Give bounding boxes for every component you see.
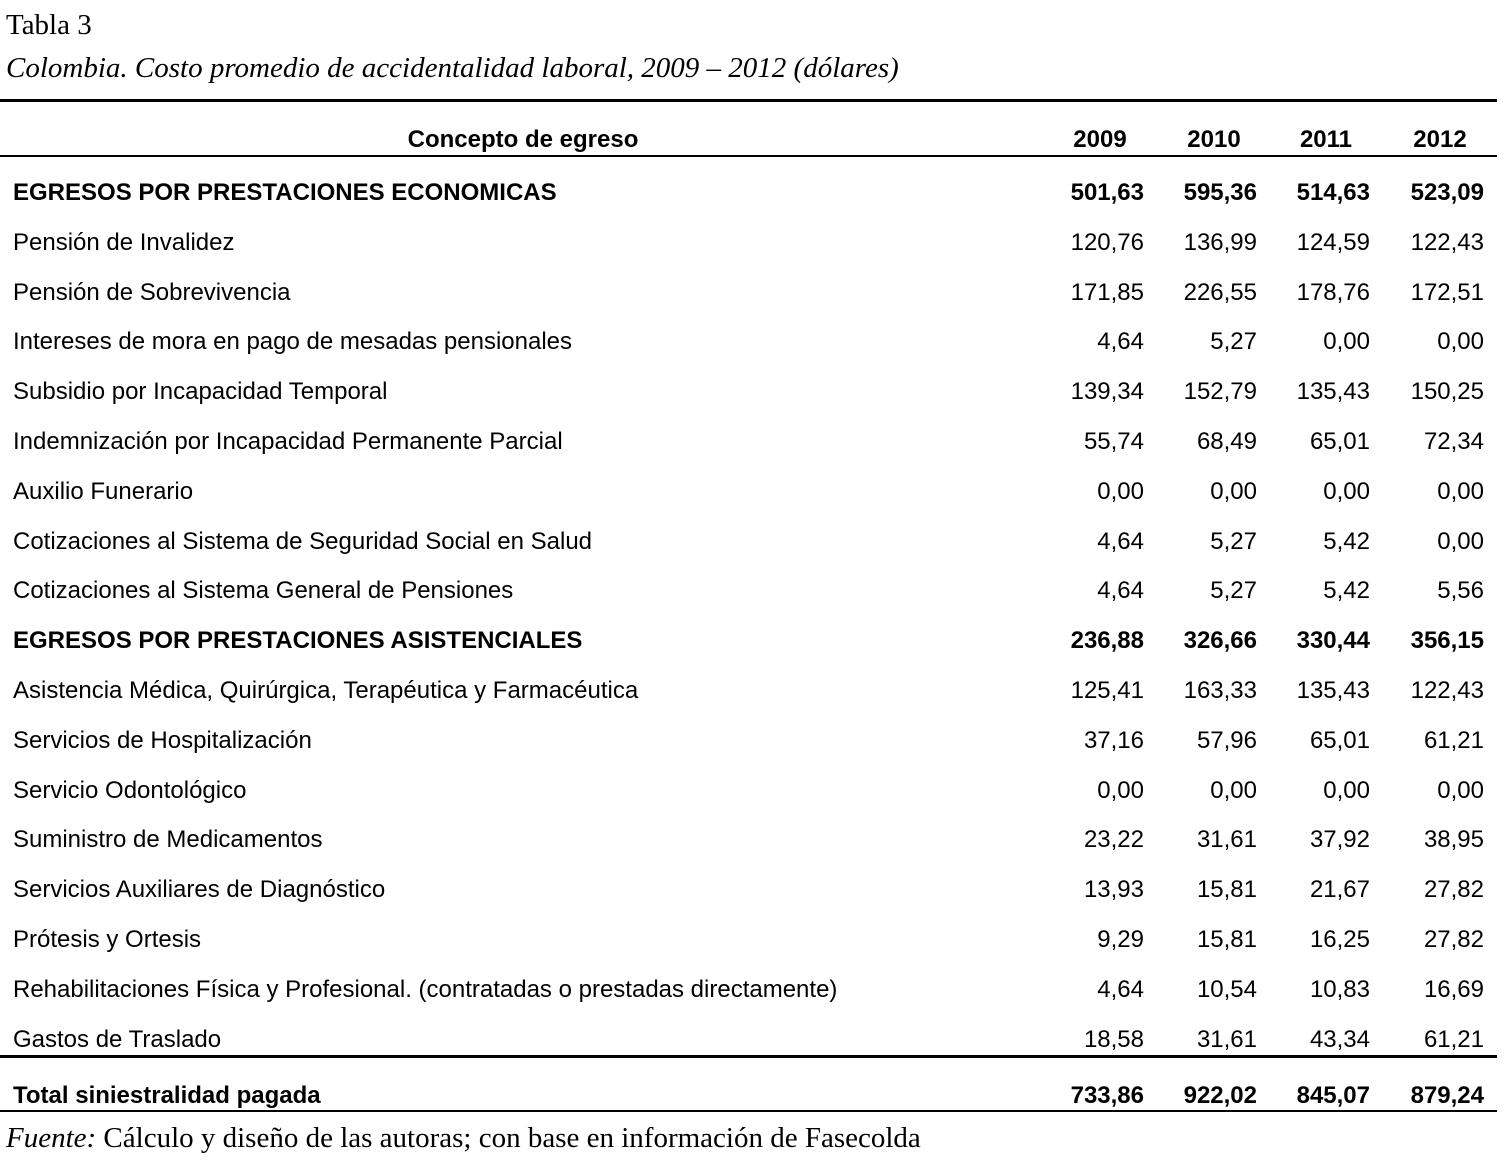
table-header-rule (0, 155, 1497, 157)
source-text: Cálculo y diseño de las autoras; con base en información de Fasecolda (96, 1122, 921, 1154)
row-value-2009: 0,00 (1097, 478, 1144, 505)
row-concept: Rehabilitaciones Física y Profesional. (contratadas o prestadas directamente) (13, 976, 838, 1003)
row-value-2010: 57,96 (1196, 727, 1257, 754)
row-value-2010: 5,27 (1210, 328, 1257, 355)
table-section-row (0, 621, 1497, 661)
table-row (0, 721, 1497, 761)
row-value-2011: 0,00 (1323, 478, 1370, 505)
row-value-2012: 72,34 (1423, 428, 1484, 455)
table-title: Colombia. Costo promedio de accidentalidad laboral, 2009 – 2012 (dólares) (6, 52, 899, 84)
row-value-2009: 4,64 (1097, 528, 1144, 555)
row-value-2011: 5,42 (1323, 577, 1370, 604)
row-value-2009: 4,64 (1097, 577, 1144, 604)
total-value-2012: 879,24 (1410, 1082, 1484, 1109)
table-row (0, 1020, 1497, 1060)
row-value-2010: 68,49 (1196, 428, 1257, 455)
row-concept: Pensión de Sobrevivencia (13, 279, 291, 306)
table-row (0, 273, 1497, 313)
row-concept: Subsidio por Incapacidad Temporal (13, 378, 388, 405)
table-bottom-rule (0, 1110, 1497, 1112)
header-year-2010: 2010 (1187, 126, 1241, 153)
row-value-2012: 0,00 (1437, 777, 1484, 804)
row-concept: Suministro de Medicamentos (13, 826, 323, 853)
row-value-2011: 0,00 (1323, 777, 1370, 804)
row-value-2011: 135,43 (1296, 677, 1370, 704)
table-row (0, 970, 1497, 1010)
row-value-2012: 356,15 (1410, 627, 1484, 654)
row-value-2012: 61,21 (1423, 1026, 1484, 1053)
row-value-2009: 9,29 (1097, 926, 1144, 953)
row-value-2012: 150,25 (1410, 378, 1484, 405)
header-year-2012: 2012 (1413, 126, 1467, 153)
row-value-2011: 21,67 (1309, 876, 1370, 903)
row-value-2012: 122,43 (1410, 677, 1484, 704)
row-value-2012: 38,95 (1423, 826, 1484, 853)
table-source-note (6, 1121, 921, 1155)
row-value-2010: 152,79 (1183, 378, 1257, 405)
row-value-2010: 0,00 (1210, 777, 1257, 804)
row-value-2011: 10,83 (1309, 976, 1370, 1003)
row-value-2011: 124,59 (1296, 229, 1370, 256)
row-value-2011: 16,25 (1309, 926, 1370, 953)
row-value-2010: 31,61 (1196, 1026, 1257, 1053)
row-value-2010: 0,00 (1210, 478, 1257, 505)
table-row (0, 472, 1497, 512)
table-top-rule (0, 99, 1497, 102)
table-row (0, 870, 1497, 910)
row-value-2011: 5,42 (1323, 528, 1370, 555)
row-value-2009: 120,76 (1070, 229, 1144, 256)
table-section-row (0, 173, 1497, 213)
header-year-2011: 2011 (1299, 126, 1353, 153)
row-value-2011: 0,00 (1323, 328, 1370, 355)
row-value-2012: 523,09 (1410, 179, 1484, 206)
table-row (0, 671, 1497, 711)
row-value-2009: 37,16 (1083, 727, 1144, 754)
row-value-2011: 330,44 (1296, 627, 1370, 654)
table-header-row (0, 122, 1497, 158)
header-year-2009: 2009 (1073, 126, 1127, 153)
row-value-2011: 43,34 (1309, 1026, 1370, 1053)
total-value-2009: 733,86 (1070, 1082, 1144, 1109)
row-value-2009: 18,58 (1083, 1026, 1144, 1053)
table-row (0, 422, 1497, 462)
table-row (0, 571, 1497, 611)
row-value-2011: 65,01 (1309, 727, 1370, 754)
row-concept: Servicio Odontológico (13, 777, 247, 804)
table-row (0, 771, 1497, 811)
row-concept: Indemnización por Incapacidad Permanente Parcial (13, 428, 563, 455)
row-value-2012: 0,00 (1437, 328, 1484, 355)
row-value-2012: 5,56 (1437, 577, 1484, 604)
row-concept: Intereses de mora en pago de mesadas pensionales (13, 328, 573, 355)
row-concept: Servicios Auxiliares de Diagnóstico (13, 876, 386, 903)
row-value-2009: 0,00 (1097, 777, 1144, 804)
row-value-2011: 178,76 (1296, 279, 1370, 306)
table-row (0, 522, 1497, 562)
row-value-2010: 226,55 (1183, 279, 1257, 306)
table-row (0, 372, 1497, 412)
row-concept: Pensión de Invalidez (13, 229, 235, 256)
row-value-2010: 5,27 (1210, 528, 1257, 555)
row-value-2009: 4,64 (1097, 976, 1144, 1003)
row-concept: Auxilio Funerario (13, 478, 194, 505)
row-value-2010: 326,66 (1183, 627, 1257, 654)
row-value-2009: 501,63 (1070, 179, 1144, 206)
row-value-2009: 13,93 (1083, 876, 1144, 903)
row-value-2012: 27,82 (1423, 926, 1484, 953)
source-label: Fuente: (6, 1122, 97, 1154)
row-concept: Cotizaciones al Sistema General de Pensiones (13, 577, 514, 604)
row-value-2009: 236,88 (1070, 627, 1144, 654)
row-concept: EGRESOS POR PRESTACIONES ASISTENCIALES (13, 627, 583, 654)
table-row (0, 820, 1497, 860)
total-value-2011: 845,07 (1296, 1082, 1370, 1109)
header-concept: Concepto de egreso (407, 126, 639, 153)
table-total-rule (0, 1055, 1497, 1058)
row-value-2011: 65,01 (1309, 428, 1370, 455)
row-value-2010: 10,54 (1196, 976, 1257, 1003)
row-value-2010: 595,36 (1183, 179, 1257, 206)
row-concept: Asistencia Médica, Quirúrgica, Terapéutica y Farmacéutica (13, 677, 639, 704)
row-value-2010: 15,81 (1196, 926, 1257, 953)
row-value-2010: 15,81 (1196, 876, 1257, 903)
row-value-2009: 4,64 (1097, 328, 1144, 355)
row-concept: EGRESOS POR PRESTACIONES ECONOMICAS (13, 179, 557, 206)
row-value-2012: 122,43 (1410, 229, 1484, 256)
row-concept: Prótesis y Ortesis (13, 926, 202, 953)
table-row (0, 920, 1497, 960)
row-concept: Cotizaciones al Sistema de Seguridad Social en Salud (13, 528, 593, 555)
row-value-2010: 31,61 (1196, 826, 1257, 853)
row-value-2009: 23,22 (1083, 826, 1144, 853)
row-value-2012: 27,82 (1423, 876, 1484, 903)
total-label: Total siniestralidad pagada (13, 1082, 321, 1109)
row-value-2012: 172,51 (1410, 279, 1484, 306)
row-value-2012: 0,00 (1437, 528, 1484, 555)
row-value-2011: 514,63 (1296, 179, 1370, 206)
table-row (0, 223, 1497, 263)
row-value-2012: 61,21 (1423, 727, 1484, 754)
row-value-2009: 125,41 (1070, 677, 1144, 704)
row-value-2012: 16,69 (1423, 976, 1484, 1003)
table-row (0, 322, 1497, 362)
row-value-2011: 135,43 (1296, 378, 1370, 405)
row-concept: Servicios de Hospitalización (13, 727, 312, 754)
row-value-2011: 37,92 (1309, 826, 1370, 853)
row-value-2009: 139,34 (1070, 378, 1144, 405)
row-value-2009: 171,85 (1070, 279, 1144, 306)
row-value-2009: 55,74 (1083, 428, 1144, 455)
table-number: Tabla 3 (6, 9, 92, 41)
row-value-2010: 5,27 (1210, 577, 1257, 604)
row-concept: Gastos de Traslado (13, 1026, 222, 1053)
row-value-2012: 0,00 (1437, 478, 1484, 505)
total-value-2010: 922,02 (1183, 1082, 1257, 1109)
row-value-2010: 136,99 (1183, 229, 1257, 256)
row-value-2010: 163,33 (1183, 677, 1257, 704)
